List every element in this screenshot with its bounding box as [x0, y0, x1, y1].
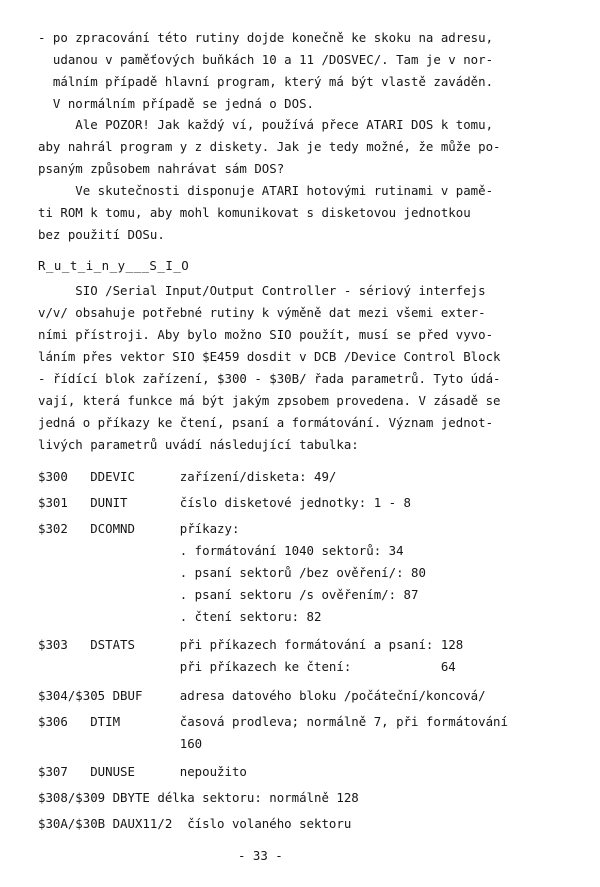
- text-line: jedná o příkazy ke čtení, psaní a formátování. Význam jednot-: [38, 415, 494, 430]
- text-line: aby nahrál program y z diskety. Jak je tedy možné, že může po-: [38, 139, 501, 154]
- text-line: SIO /Serial Input/Output Controller - sériový interfejs: [38, 283, 486, 298]
- table-row: $302 DCOMND příkazy:: [38, 521, 240, 536]
- text-line: málním případě hlavní program, který má být vlastě zaváděn.: [38, 74, 494, 89]
- text-line: ními přístroji. Aby bylo možno SIO použít, musí se před vyvo-: [38, 327, 494, 342]
- page-number: - 33 -: [238, 848, 283, 863]
- text-line: Ale POZOR! Jak každý ví, používá přece ATARI DOS k tomu,: [38, 117, 494, 132]
- table-row: . čtení sektoru: 82: [38, 609, 322, 624]
- table-row: $303 DSTATS při příkazech formátování a psaní: 128: [38, 637, 464, 652]
- text-line: v/v/ obsahuje potřebné rutiny k výměně dat mezi všemi exter-: [38, 305, 486, 320]
- text-line: - řídící blok zařízení, $300 - $30B/ řada parametrů. Tyto údá-: [38, 371, 501, 386]
- table-row: . psaní sektorů /bez ověření/: 80: [38, 565, 426, 580]
- section-heading: R_u_t_i_n_y___S_I_O: [38, 258, 190, 273]
- text-line: V normálním případě se jedná o DOS.: [38, 96, 315, 111]
- table-row: . formátování 1040 sektorů: 34: [38, 543, 404, 558]
- table-row: při příkazech ke čtení: 64: [38, 659, 456, 674]
- text-line: vají, která funkce má být jakým zpsobem provedena. V zásadě se: [38, 393, 501, 408]
- table-row: $30A/$30B DAUX11/2 číslo volaného sektoru: [38, 816, 352, 831]
- text-line: láním přes vektor SIO $E459 dosdit v DCB /Device Control Block: [38, 349, 501, 364]
- table-row: $308/$309 DBYTE délka sektoru: normálně 128: [38, 790, 359, 805]
- table-row: $306 DTIM časová prodleva; normálně 7, při formátování: [38, 714, 508, 729]
- table-row: $301 DUNIT číslo disketové jednotky: 1 - 8: [38, 495, 411, 510]
- table-row: $300 DDEVIC zařízení/disketa: 49/: [38, 469, 337, 484]
- text-line: ti ROM k tomu, aby mohl komunikovat s disketovou jednotkou: [38, 205, 471, 220]
- table-row: $307 DUNUSE nepoužito: [38, 764, 247, 779]
- table-row: $304/$305 DBUF adresa datového bloku /počáteční/koncová/: [38, 688, 486, 703]
- text-line: bez použití DOSu.: [38, 227, 165, 242]
- table-row: 160: [38, 736, 203, 751]
- table-row: . psaní sektoru /s ověřením/: 87: [38, 587, 419, 602]
- text-line: psaným způsobem nahrávat sám DOS?: [38, 161, 285, 176]
- text-line: udanou v paměťových buňkách 10 a 11 /DOSVEC/. Tam je v nor-: [38, 52, 494, 67]
- text-line: livých parametrů uvádí následující tabulka:: [38, 437, 359, 452]
- text-line: - po zpracování této rutiny dojde konečně ke skoku na adresu,: [38, 30, 494, 45]
- text-line: Ve skutečnosti disponuje ATARI hotovými rutinami v pamě-: [38, 183, 494, 198]
